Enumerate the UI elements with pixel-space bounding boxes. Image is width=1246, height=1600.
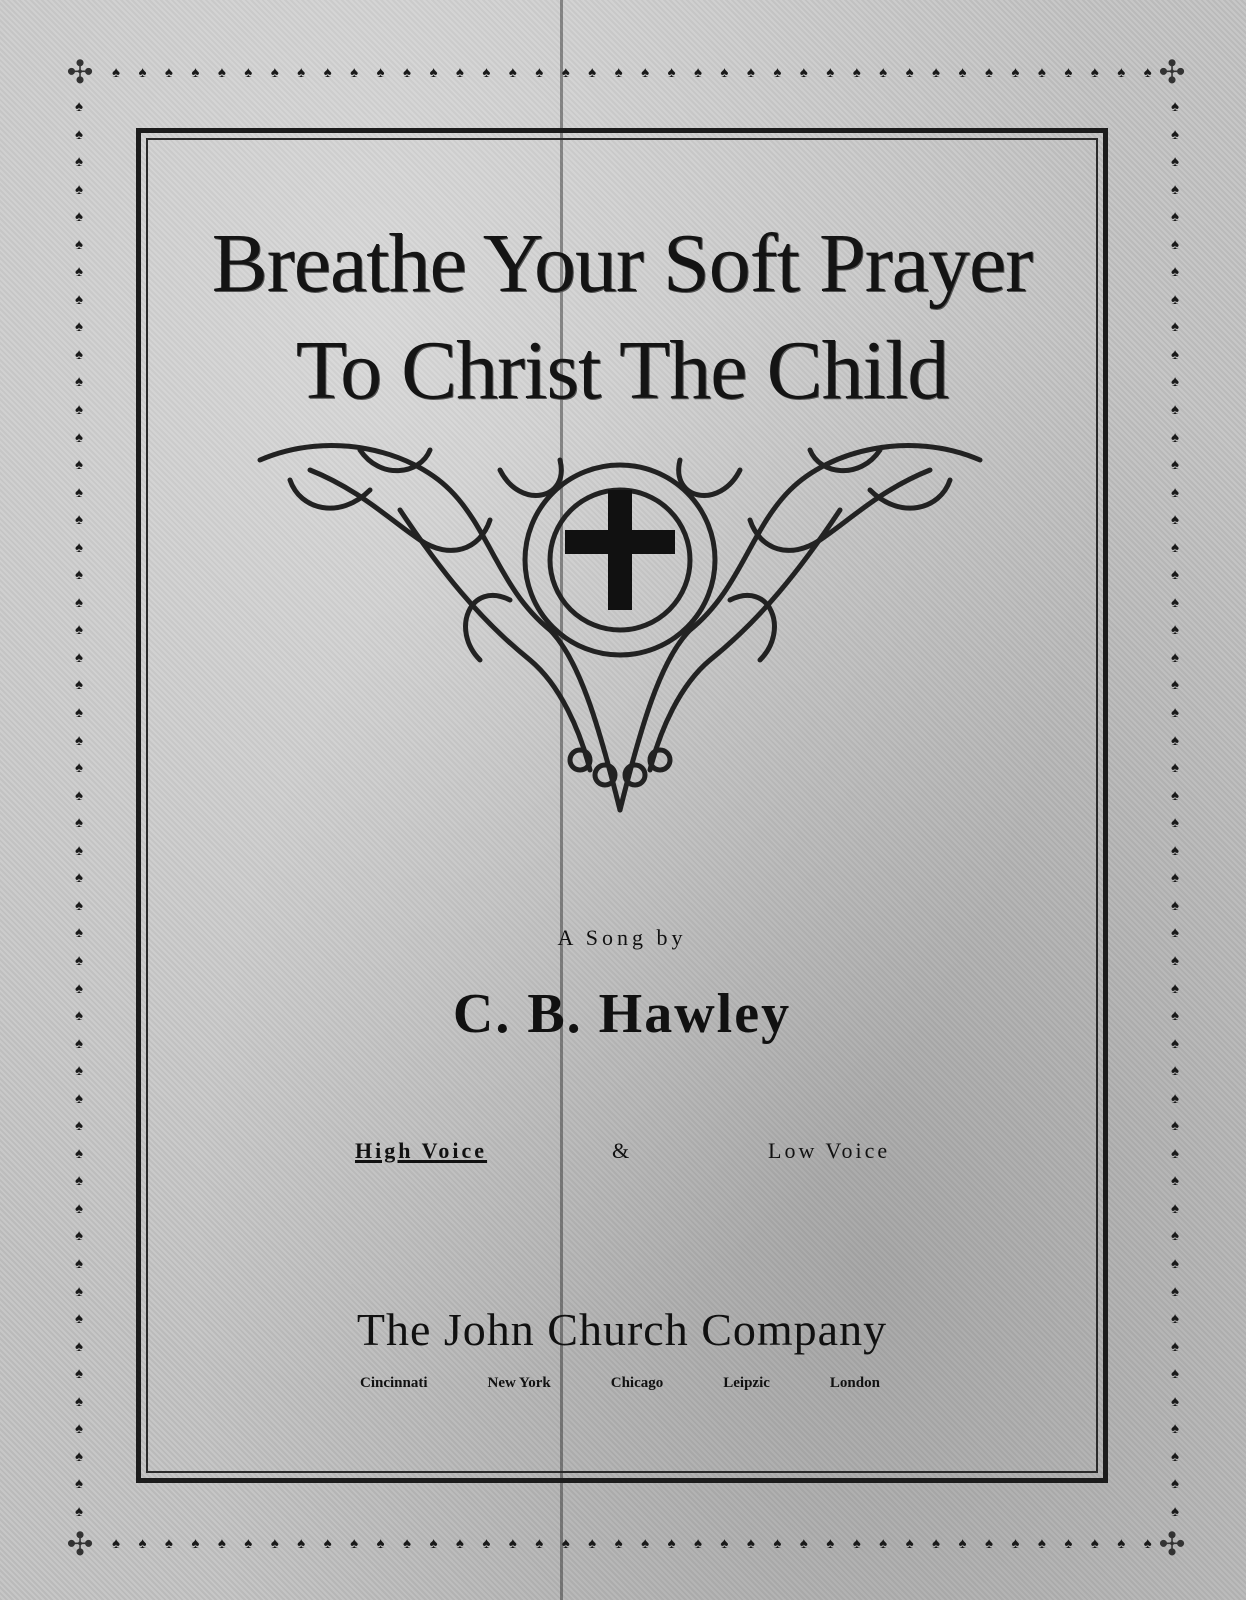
city-item: Chicago (610, 1375, 664, 1391)
spade-ornament-icon: ♠ (270, 64, 279, 81)
spade-ornament-icon: ♠ (455, 64, 464, 81)
spade-ornament-icon: ♠ (75, 291, 83, 308)
spade-ornament-icon: ♠ (1171, 815, 1179, 832)
spade-ornament-icon: ♠ (535, 1535, 544, 1552)
spade-ornament-icon: ♠ (482, 64, 491, 81)
spade-ornament-icon: ♠ (1171, 649, 1179, 666)
city-item: New York (487, 1375, 551, 1391)
spade-ornament-icon: ♠ (1171, 374, 1179, 391)
spade-ornament-icon: ♠ (75, 236, 83, 253)
spade-ornament-icon: ♠ (376, 64, 385, 81)
spade-ornament-icon: ♠ (1171, 1338, 1179, 1355)
spade-ornament-icon: ♠ (1171, 1035, 1179, 1052)
spade-ornament-icon: ♠ (1090, 64, 1099, 81)
spade-ornament-icon: ♠ (75, 567, 83, 584)
spade-ornament-icon: ♠ (1171, 594, 1179, 611)
spade-ornament-icon: ♠ (1171, 567, 1179, 584)
spade-ornament-icon: ♠ (75, 346, 83, 363)
spade-ornament-icon: ♠ (958, 1535, 967, 1552)
title-line-2: To Christ The Child (295, 324, 949, 417)
corner-ornament-icon: ✣ (66, 1526, 94, 1562)
spade-ornament-icon: ♠ (1171, 870, 1179, 887)
spade-ornament-icon: ♠ (1171, 1008, 1179, 1025)
spade-ornament-icon: ♠ (1117, 64, 1126, 81)
spade-ornament-icon: ♠ (75, 842, 83, 859)
spade-ornament-icon: ♠ (75, 319, 83, 336)
spade-ornament-icon: ♠ (75, 1448, 83, 1465)
spade-ornament-icon: ♠ (932, 64, 941, 81)
spade-ornament-icon: ♠ (75, 1145, 83, 1162)
spade-ornament-icon: ♠ (75, 677, 83, 694)
spade-ornament-icon: ♠ (826, 64, 835, 81)
spade-ornament-icon: ♠ (75, 539, 83, 556)
spade-ornament-icon: ♠ (826, 1535, 835, 1552)
spade-ornament-icon: ♠ (75, 870, 83, 887)
spade-ornament-icon: ♠ (297, 1535, 306, 1552)
spade-ornament-icon: ♠ (905, 1535, 914, 1552)
spade-ornament-icon: ♠ (75, 649, 83, 666)
spade-ornament-icon: ♠ (561, 64, 570, 81)
spade-ornament-icon: ♠ (1064, 64, 1073, 81)
spade-ornament-icon: ♠ (75, 705, 83, 722)
cross-scroll-emblem-icon (250, 430, 990, 830)
spade-ornament-icon: ♠ (75, 429, 83, 446)
spade-ornament-icon: ♠ (75, 897, 83, 914)
spade-ornament-icon: ♠ (429, 64, 438, 81)
spade-ornament-icon: ♠ (535, 64, 544, 81)
spade-ornament-icon: ♠ (1011, 64, 1020, 81)
spade-ornament-icon: ♠ (75, 484, 83, 501)
spade-ornament-icon: ♠ (905, 64, 914, 81)
spade-ornament-icon: ♠ (508, 1535, 517, 1552)
spade-ornament-icon: ♠ (1171, 236, 1179, 253)
spade-ornament-icon: ♠ (1171, 1283, 1179, 1300)
spade-ornament-icon: ♠ (75, 181, 83, 198)
spade-ornament-icon: ♠ (244, 1535, 253, 1552)
spade-ornament-icon: ♠ (112, 1535, 120, 1552)
corner-ornament-icon: ✣ (66, 54, 94, 90)
spade-ornament-icon: ♠ (508, 64, 517, 81)
spade-ornament-icon: ♠ (1143, 1535, 1152, 1552)
spade-ornament-icon: ♠ (75, 126, 83, 143)
spade-ornament-icon: ♠ (773, 1535, 782, 1552)
spade-ornament-icon: ♠ (75, 99, 83, 115)
spade-ornament-icon: ♠ (112, 64, 120, 81)
spade-ornament-icon: ♠ (1171, 126, 1179, 143)
spade-ornament-icon: ♠ (720, 1535, 729, 1552)
spade-ornament-icon: ♠ (191, 1535, 200, 1552)
title-line-1: Breathe Your Soft Prayer (211, 217, 1033, 310)
spade-ornament-icon: ♠ (1171, 677, 1179, 694)
spade-ornament-icon: ♠ (1171, 897, 1179, 914)
spade-ornament-icon: ♠ (191, 64, 200, 81)
voice-low-label: Low Voice (768, 1138, 891, 1163)
city-item: Leipzic (723, 1375, 770, 1391)
spade-ornament-icon: ♠ (1171, 512, 1179, 529)
spade-ornament-icon: ♠ (1171, 1393, 1179, 1410)
spade-ornament-icon: ♠ (138, 64, 147, 81)
spade-ornament-icon: ♠ (350, 1535, 359, 1552)
city-item: Cincinnati (360, 1375, 428, 1391)
spade-ornament-icon: ♠ (75, 594, 83, 611)
voice-high-label: High Voice (355, 1138, 488, 1163)
spade-ornament-icon: ♠ (693, 1535, 702, 1552)
spade-ornament-icon: ♠ (402, 1535, 411, 1552)
spade-ornament-icon: ♠ (75, 1173, 83, 1190)
spade-ornament-icon: ♠ (75, 925, 83, 942)
spade-ornament-icon: ♠ (852, 1535, 861, 1552)
spade-ornament-icon: ♠ (667, 1535, 676, 1552)
spade-ornament-icon: ♠ (1171, 705, 1179, 722)
spade-ornament-icon: ♠ (1171, 402, 1179, 419)
spade-ornament-icon: ♠ (75, 264, 83, 281)
spade-ornament-icon: ♠ (297, 64, 306, 81)
spade-ornament-icon: ♠ (75, 1421, 83, 1438)
spade-ornament-icon: ♠ (350, 64, 359, 81)
spade-ornament-icon: ♠ (1171, 1476, 1179, 1493)
spade-ornament-icon: ♠ (75, 154, 83, 171)
spade-ornament-icon: ♠ (1171, 457, 1179, 474)
spade-ornament-icon: ♠ (75, 1200, 83, 1217)
spade-ornament-icon: ♠ (75, 1063, 83, 1080)
spade-ornament-icon: ♠ (1117, 1535, 1126, 1552)
spade-ornament-icon: ♠ (1171, 622, 1179, 639)
spade-ornament-icon: ♠ (1171, 181, 1179, 198)
spade-ornament-icon: ♠ (482, 1535, 491, 1552)
spade-ornament-icon: ♠ (1143, 64, 1152, 81)
spade-ornament-icon: ♠ (376, 1535, 385, 1552)
spade-ornament-icon: ♠ (75, 1008, 83, 1025)
spade-ornament-icon: ♠ (1171, 1173, 1179, 1190)
spade-ornament-icon: ♠ (75, 980, 83, 997)
right-ornament-border (1164, 100, 1186, 1520)
spade-ornament-icon: ♠ (244, 64, 253, 81)
spade-ornament-icon: ♠ (1171, 1503, 1179, 1520)
spade-ornament-icon: ♠ (217, 1535, 226, 1552)
spade-ornament-icon: ♠ (75, 1366, 83, 1383)
spade-ornament-icon: ♠ (1171, 291, 1179, 308)
spade-ornament-icon: ♠ (75, 1090, 83, 1107)
spade-ornament-icon: ♠ (1171, 539, 1179, 556)
spade-ornament-icon: ♠ (614, 64, 623, 81)
spade-ornament-icon: ♠ (75, 512, 83, 529)
spade-ornament-icon: ♠ (1171, 1255, 1179, 1272)
spade-ornament-icon: ♠ (799, 64, 808, 81)
spade-ornament-icon: ♠ (1171, 1063, 1179, 1080)
spade-ornament-icon: ♠ (799, 1535, 808, 1552)
spade-ornament-icon: ♠ (75, 1228, 83, 1245)
spade-ornament-icon: ♠ (75, 1338, 83, 1355)
spade-ornament-icon: ♠ (75, 787, 83, 804)
spade-ornament-icon: ♠ (588, 1535, 597, 1552)
top-ornament-border (112, 62, 1152, 84)
spade-ornament-icon: ♠ (75, 622, 83, 639)
spade-ornament-icon: ♠ (1171, 980, 1179, 997)
publisher-name: The John Church Company (356, 1304, 888, 1355)
spade-ornament-icon: ♠ (1171, 952, 1179, 969)
spade-ornament-icon: ♠ (75, 1118, 83, 1135)
spade-ornament-icon: ♠ (402, 64, 411, 81)
spade-ornament-icon: ♠ (75, 760, 83, 777)
spade-ornament-icon: ♠ (879, 64, 888, 81)
spade-ornament-icon: ♠ (1064, 1535, 1073, 1552)
spade-ornament-icon: ♠ (323, 64, 332, 81)
spade-ornament-icon: ♠ (270, 1535, 279, 1552)
spade-ornament-icon: ♠ (75, 1503, 83, 1520)
spade-ornament-icon: ♠ (1171, 1228, 1179, 1245)
spade-ornament-icon: ♠ (75, 1311, 83, 1328)
city-item: London (829, 1375, 880, 1391)
corner-ornament-icon: ✣ (1158, 1526, 1186, 1562)
spade-ornament-icon: ♠ (1171, 842, 1179, 859)
spade-ornament-icon: ♠ (1171, 429, 1179, 446)
spade-ornament-icon: ♠ (1171, 1090, 1179, 1107)
publisher-cities (360, 1375, 880, 1392)
spade-ornament-icon: ♠ (1171, 1145, 1179, 1162)
spade-ornament-icon: ♠ (1171, 925, 1179, 942)
spade-ornament-icon: ♠ (75, 815, 83, 832)
spade-ornament-icon: ♠ (1171, 209, 1179, 226)
spade-ornament-icon: ♠ (1090, 1535, 1099, 1552)
spade-ornament-icon: ♠ (1171, 154, 1179, 171)
spade-ornament-icon: ♠ (1171, 1421, 1179, 1438)
spade-ornament-icon: ♠ (1171, 1448, 1179, 1465)
spade-ornament-icon: ♠ (75, 1476, 83, 1493)
spade-ornament-icon: ♠ (75, 732, 83, 749)
spade-ornament-icon: ♠ (455, 1535, 464, 1552)
spade-ornament-icon: ♠ (1171, 1118, 1179, 1135)
spade-ornament-icon: ♠ (75, 952, 83, 969)
spade-ornament-icon: ♠ (75, 209, 83, 226)
spade-ornament-icon: ♠ (720, 64, 729, 81)
spade-ornament-icon: ♠ (1171, 1366, 1179, 1383)
voice-separator: & (612, 1138, 633, 1163)
spade-ornament-icon: ♠ (667, 64, 676, 81)
spade-ornament-icon: ♠ (75, 402, 83, 419)
byline: A Song by (557, 925, 687, 950)
left-ornament-border (68, 100, 90, 1520)
spade-ornament-icon: ♠ (1171, 264, 1179, 281)
spade-ornament-icon: ♠ (746, 1535, 755, 1552)
spade-ornament-icon: ♠ (614, 1535, 623, 1552)
spade-ornament-icon: ♠ (429, 1535, 438, 1552)
spade-ornament-icon: ♠ (773, 64, 782, 81)
spade-ornament-icon: ♠ (641, 1535, 650, 1552)
spade-ornament-icon: ♠ (323, 1535, 332, 1552)
spade-ornament-icon: ♠ (1171, 732, 1179, 749)
spade-ornament-icon: ♠ (1037, 1535, 1046, 1552)
spade-ornament-icon: ♠ (746, 64, 755, 81)
corner-ornament-icon: ✣ (1158, 54, 1186, 90)
spade-ornament-icon: ♠ (1011, 1535, 1020, 1552)
spade-ornament-icon: ♠ (75, 1255, 83, 1272)
spade-ornament-icon: ♠ (75, 1283, 83, 1300)
spade-ornament-icon: ♠ (164, 1535, 173, 1552)
spade-ornament-icon: ♠ (984, 64, 993, 81)
spade-ornament-icon: ♠ (984, 1535, 993, 1552)
spade-ornament-icon: ♠ (958, 64, 967, 81)
spade-ornament-icon: ♠ (1171, 319, 1179, 336)
spade-ornament-icon: ♠ (1171, 484, 1179, 501)
spade-ornament-icon: ♠ (561, 1535, 570, 1552)
spade-ornament-icon: ♠ (1171, 1200, 1179, 1217)
spade-ornament-icon: ♠ (217, 64, 226, 81)
spade-ornament-icon: ♠ (75, 1035, 83, 1052)
spade-ornament-icon: ♠ (588, 64, 597, 81)
spade-ornament-icon: ♠ (693, 64, 702, 81)
spade-ornament-icon: ♠ (75, 374, 83, 391)
composer-name: C. B. Hawley (452, 983, 792, 1045)
spade-ornament-icon: ♠ (138, 1535, 147, 1552)
spade-ornament-icon: ♠ (1171, 1311, 1179, 1328)
spade-ornament-icon: ♠ (1037, 64, 1046, 81)
spade-ornament-icon: ♠ (1171, 346, 1179, 363)
spade-ornament-icon: ♠ (164, 64, 173, 81)
spade-ornament-icon: ♠ (1171, 760, 1179, 777)
spade-ornament-icon: ♠ (75, 1393, 83, 1410)
spade-ornament-icon: ♠ (75, 457, 83, 474)
spade-ornament-icon: ♠ (852, 64, 861, 81)
spade-ornament-icon: ♠ (879, 1535, 888, 1552)
bottom-ornament-border (112, 1533, 1152, 1555)
spade-ornament-icon: ♠ (641, 64, 650, 81)
spade-ornament-icon: ♠ (932, 1535, 941, 1552)
spade-ornament-icon: ♠ (1171, 787, 1179, 804)
spade-ornament-icon: ♠ (1171, 99, 1179, 115)
